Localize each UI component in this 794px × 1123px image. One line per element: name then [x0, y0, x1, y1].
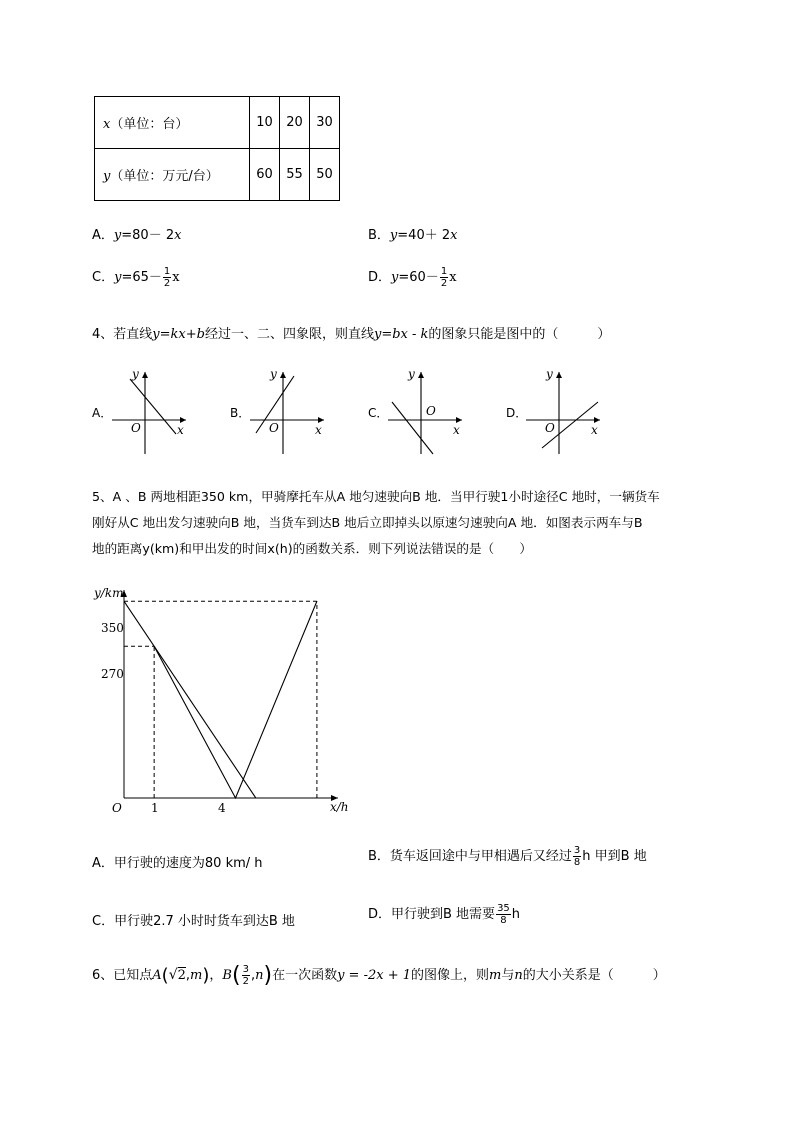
y-axis-label: y [546, 367, 553, 381]
origin-label: O [426, 404, 436, 418]
q3-option-c: C．y=65－ $\frac{1}{2}$ x [92, 266, 180, 289]
origin-label: O [269, 421, 279, 435]
option-label: B． [230, 406, 251, 420]
fraction: $\frac{1}{2}$ [440, 266, 448, 289]
y-axis-label: y/km [94, 586, 124, 600]
table-cell: 10 [250, 97, 280, 149]
x-axis-label: x [315, 423, 322, 437]
table-cell: 30 [310, 97, 340, 149]
q5-distance-chart [90, 582, 360, 822]
x-axis-label: x [453, 423, 460, 437]
option-label: A． [92, 406, 113, 420]
x-axis-label: x/h [330, 800, 349, 814]
series-line-jia [124, 601, 256, 798]
x-tick-label-1: 1 [151, 801, 159, 815]
q3-option-a: A．y=80－ 2x [92, 228, 182, 243]
x-axis-label: x [177, 423, 184, 437]
table-row [95, 149, 340, 201]
data-table [94, 96, 340, 201]
y-axis-label: y [270, 367, 277, 381]
q5-option-d: D．甲行驶到B 地需要 $\frac{35}{8}$ h [368, 903, 521, 926]
table-cell: 55 [280, 149, 310, 201]
y-tick-label-270: 270 [101, 667, 124, 681]
table-cell: 50 [310, 149, 340, 201]
y-axis-label: y [132, 367, 139, 381]
x-axis-label: x [591, 423, 598, 437]
q5-option-a: A．甲行驶的速度为80 km/ h [92, 856, 263, 871]
q4-graphs [88, 362, 628, 458]
q4-stem: 4、若直线y=kx+b经过一、二、四象限，则直线y=bx - k的图象只能是图中的（ ） [92, 327, 611, 342]
q5-stem-line-1: 5、A 、B 两地相距350 km，甲骑摩托车从A 地匀速驶向B 地．当甲行驶1小时途径C 地时，一辆货车 [92, 489, 660, 504]
q5-stem-line-2: 刚好从C 地出发匀速驶向B 地，当货车到达B 地后立即掉头以原速匀速驶向A 地．如图表示两车与B [92, 515, 643, 530]
y-axis-label: y [408, 367, 415, 381]
q3-option-d: D．y=60－ $\frac{1}{2}$ x [368, 266, 457, 289]
origin-label: O [112, 801, 122, 815]
origin-label: O [131, 421, 141, 435]
q3-option-b: B．y=40＋ 2x [368, 228, 458, 243]
fraction: $\frac{3}{8}$ [573, 845, 581, 868]
fraction: $\frac{3}{2}$ [242, 964, 249, 987]
fraction: $\frac{1}{2}$ [163, 266, 171, 289]
q5-option-c: C．甲行驶2.7 小时时货车到达B 地 [92, 914, 295, 929]
table-header-y: y（单位：万元/台） [95, 149, 250, 201]
fraction: $\frac{35}{8}$ [497, 903, 510, 926]
q5-stem-line-3: 地的距离y(km)和甲出发的时间x(h)的函数关系．则下列说法错误的是（ ） [92, 541, 532, 556]
origin-label: O [545, 421, 555, 435]
table-cell: 60 [250, 149, 280, 201]
table-row [95, 97, 340, 149]
table-cell: 20 [280, 97, 310, 149]
table-header-x: x（单位：台） [95, 97, 250, 149]
q5-option-b: B．货车返回途中与甲相遇后又经过 $\frac{3}{8}$ h 甲到B 地 [368, 845, 647, 868]
option-label: C． [368, 406, 389, 420]
y-tick-label-350: 350 [101, 621, 124, 635]
x-tick-label-4: 4 [218, 801, 226, 815]
q6-stem: 6、已知点A(√2,m)，B( $\frac{3}{2}$ ,n)在一次函数y = -2x + 1的图像上，则m与n的大小关系是（ ） [92, 963, 666, 988]
option-label: D． [506, 406, 528, 420]
